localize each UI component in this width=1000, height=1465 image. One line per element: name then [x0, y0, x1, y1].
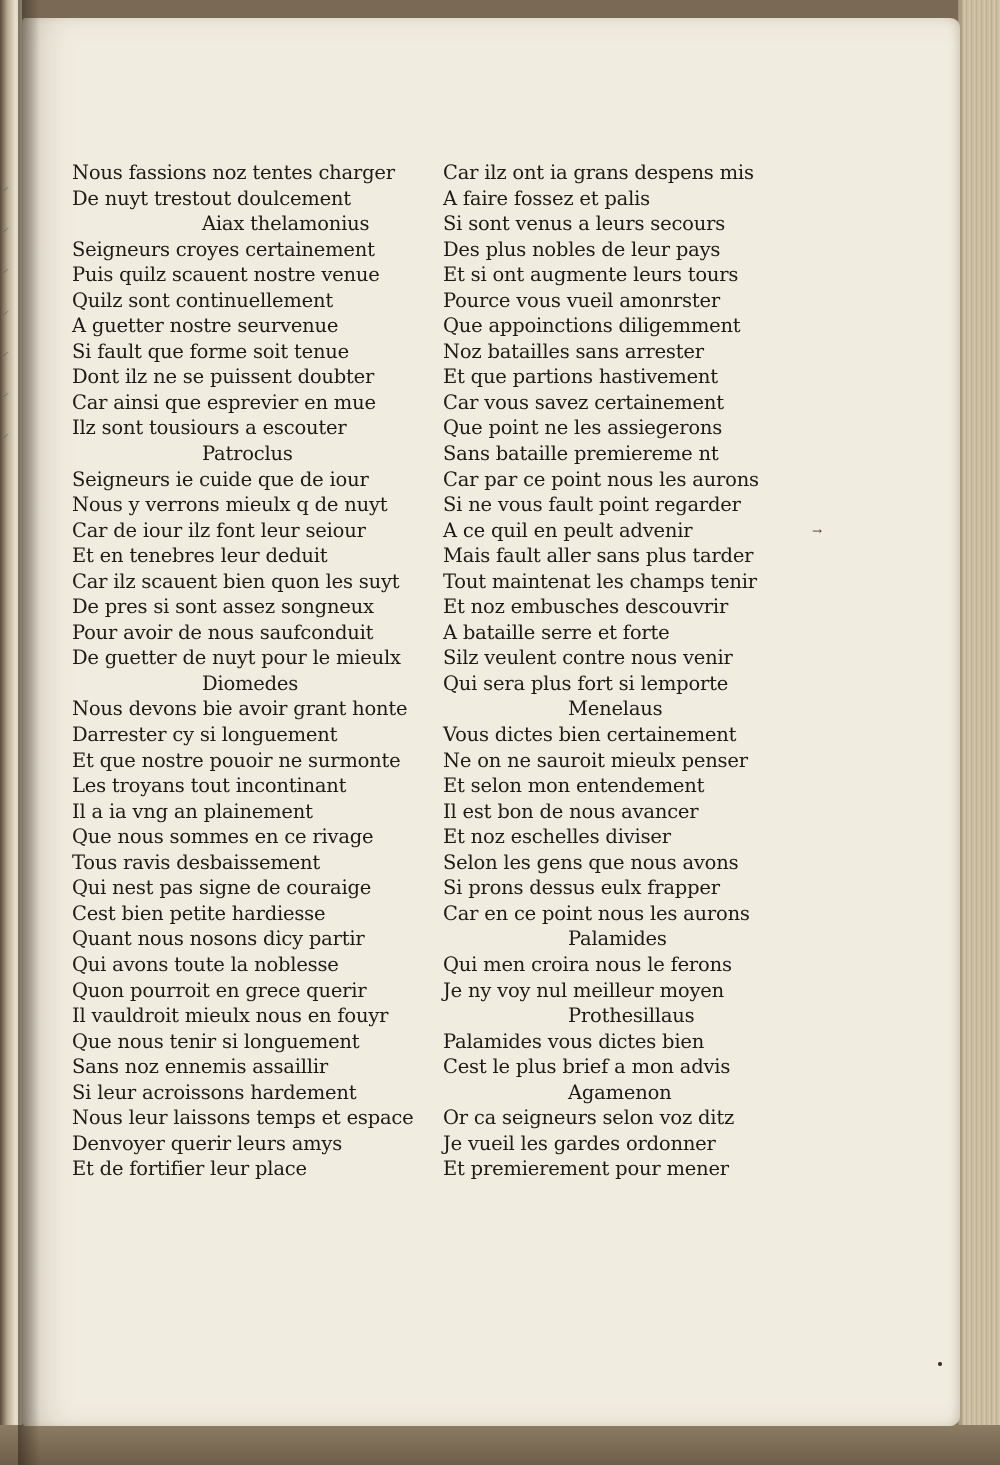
verse-line: Car de iour ilz font leur seiour [72, 518, 366, 542]
verse-line: Les troyans tout incontinant [72, 774, 347, 798]
verse-line: Car par ce point nous les aurons [443, 467, 759, 491]
verse-line: De guetter de nuyt pour le mieulx [72, 646, 401, 670]
verse-line: Nous fassions noz tentes charger [72, 161, 395, 184]
verse-line: Car en ce point nous les aurons [443, 901, 750, 925]
page-edge-stack [958, 0, 1000, 1465]
verse-line: Et en tenebres leur deduit [72, 544, 328, 568]
verse-line: Silz veulent contre nous venir [443, 646, 733, 670]
verse-line: Vous dictes bien certainement [443, 723, 737, 747]
speaker-name: Palamides [568, 927, 667, 951]
verse-line: Et noz embusches descouvrir [443, 595, 729, 619]
verse-line: Noz batailles sans arrester [443, 339, 704, 363]
verse-line: Nous y verrons mieulx q de nuyt [72, 493, 388, 517]
verse-line: Et selon mon entendement [443, 774, 705, 798]
verse-line: Et que nostre pouoir ne surmonte [72, 748, 401, 772]
verse-line: Denvoyer querir leurs amys [72, 1131, 343, 1155]
verse-line: Mais fault aller sans plus tarder [443, 544, 754, 568]
verse-line: A ce quil en peult advenir [443, 518, 693, 542]
verse-line: Tous ravis desbaissement [72, 850, 320, 874]
verse-line: Darrester cy si longuement [72, 723, 338, 747]
bleed-through-marks: ⸝ ⸝ ⸝ ⸝ ⸝ ⸝ ⸝ [3, 180, 9, 441]
speaker-name: Prothesillaus [568, 1004, 695, 1028]
verse-line: Car ilz ont ia grans despens mis [443, 161, 754, 184]
verse-line: Or ca seigneurs selon voz ditz [443, 1106, 735, 1130]
speaker-name: Diomedes [202, 671, 299, 695]
verse-line: Et noz eschelles diviser [443, 825, 671, 849]
verse-line: Que nous sommes en ce rivage [72, 825, 374, 849]
verse-line: Qui nest pas signe de couraige [72, 876, 372, 900]
verse-line: Seigneurs croyes certainement [72, 237, 375, 261]
speaker-name: Patroclus [202, 442, 293, 466]
verse-line: Je ny voy nul meilleur moyen [443, 978, 724, 1002]
verse-line: Des plus nobles de leur pays [443, 237, 721, 261]
verse-line: De nuyt trestout doulcement [72, 186, 351, 210]
speaker-name: Menelaus [568, 697, 663, 721]
verse-line: Selon les gens que nous avons [443, 850, 739, 874]
verse-line: Et si ont augmente leurs tours [443, 263, 739, 287]
verse-line: Pource vous vueil amonrster [443, 288, 720, 312]
verse-line: Il est bon de nous avancer [443, 799, 699, 823]
verse-line: Car ilz scauent bien quon les suyt [72, 569, 400, 593]
verse-line: Sans bataille premiereme nt [443, 442, 719, 466]
verse-line: Et de fortifier leur place [72, 1157, 307, 1181]
verse-line: Si fault que forme soit tenue [72, 339, 350, 363]
verse-line: Quon pourroit en grece querir [72, 978, 367, 1002]
speaker-name: Agamenon [568, 1080, 672, 1104]
verse-line: Quant nous nosons dicy partir [72, 927, 365, 951]
verse-line: Puis quilz scauent nostre venue [72, 263, 380, 287]
verse-line: Cest le plus brief a mon advis [443, 1055, 731, 1079]
verse-line: Pour avoir de nous saufconduit [72, 620, 374, 644]
ink-dot-icon [938, 1362, 942, 1366]
verse-line: Nous devons bie avoir grant honte [72, 697, 408, 721]
verse-line: Et que partions hastivement [443, 365, 718, 389]
verse-line: A guetter nostre seurvenue [72, 314, 339, 338]
verse-line: Seigneurs ie cuide que de iour [72, 467, 369, 491]
book-bottom-edge [0, 1425, 1000, 1465]
verse-line: Sans noz ennemis assaillir [72, 1055, 328, 1079]
verse-line: Si leur acroissons hardement [72, 1080, 357, 1104]
verse-line: Dont ilz ne se puissent doubter [72, 365, 375, 389]
right-text-column [443, 160, 788, 1182]
verse-line: Car vous savez certainement [443, 390, 724, 414]
verse-line: Tout maintenat les champs tenir [443, 569, 757, 593]
verse-line: A faire fossez et palis [443, 186, 650, 210]
margin-mark-icon: → [812, 524, 823, 538]
verse-line: Je vueil les gardes ordonner [443, 1131, 716, 1155]
speaker-name: Aiax thelamonius [202, 212, 370, 236]
verse-line: De pres si sont assez songneux [72, 595, 374, 619]
verse-line: Palamides vous dictes bien [443, 1029, 705, 1053]
verse-line: Et premierement pour mener [443, 1157, 729, 1181]
verse-line: Si sont venus a leurs secours [443, 212, 725, 236]
verse-line: Ilz sont tousiours a escouter [72, 416, 347, 440]
verse-line: Si prons dessus eulx frapper [443, 876, 720, 900]
verse-line: A bataille serre et forte [443, 620, 670, 644]
verse-line: Qui avons toute la noblesse [72, 952, 339, 976]
verse-line: Si ne vous fault point regarder [443, 493, 741, 517]
verse-line: Que point ne les assiegerons [443, 416, 723, 440]
verse-line: Nous leur laissons temps et espace [72, 1106, 414, 1130]
verse-line: Il vauldroit mieulx nous en fouyr [72, 1004, 389, 1028]
verse-line: Que nous tenir si longuement [72, 1029, 360, 1053]
left-text-column [72, 160, 432, 1182]
verse-line: Cest bien petite hardiesse [72, 901, 326, 925]
verse-line: Qui men croira nous le ferons [443, 952, 732, 976]
verse-line: Car ainsi que esprevier en mue [72, 390, 376, 414]
verse-line: Il a ia vng an plainement [72, 799, 313, 823]
verse-line: Quilz sont continuellement [72, 288, 334, 312]
verse-line: Ne on ne sauroit mieulx penser [443, 748, 748, 772]
verse-line: Que appoinctions diligemment [443, 314, 741, 338]
verse-line: Qui sera plus fort si lemporte [443, 671, 729, 695]
gutter-shadow [18, 0, 40, 1465]
